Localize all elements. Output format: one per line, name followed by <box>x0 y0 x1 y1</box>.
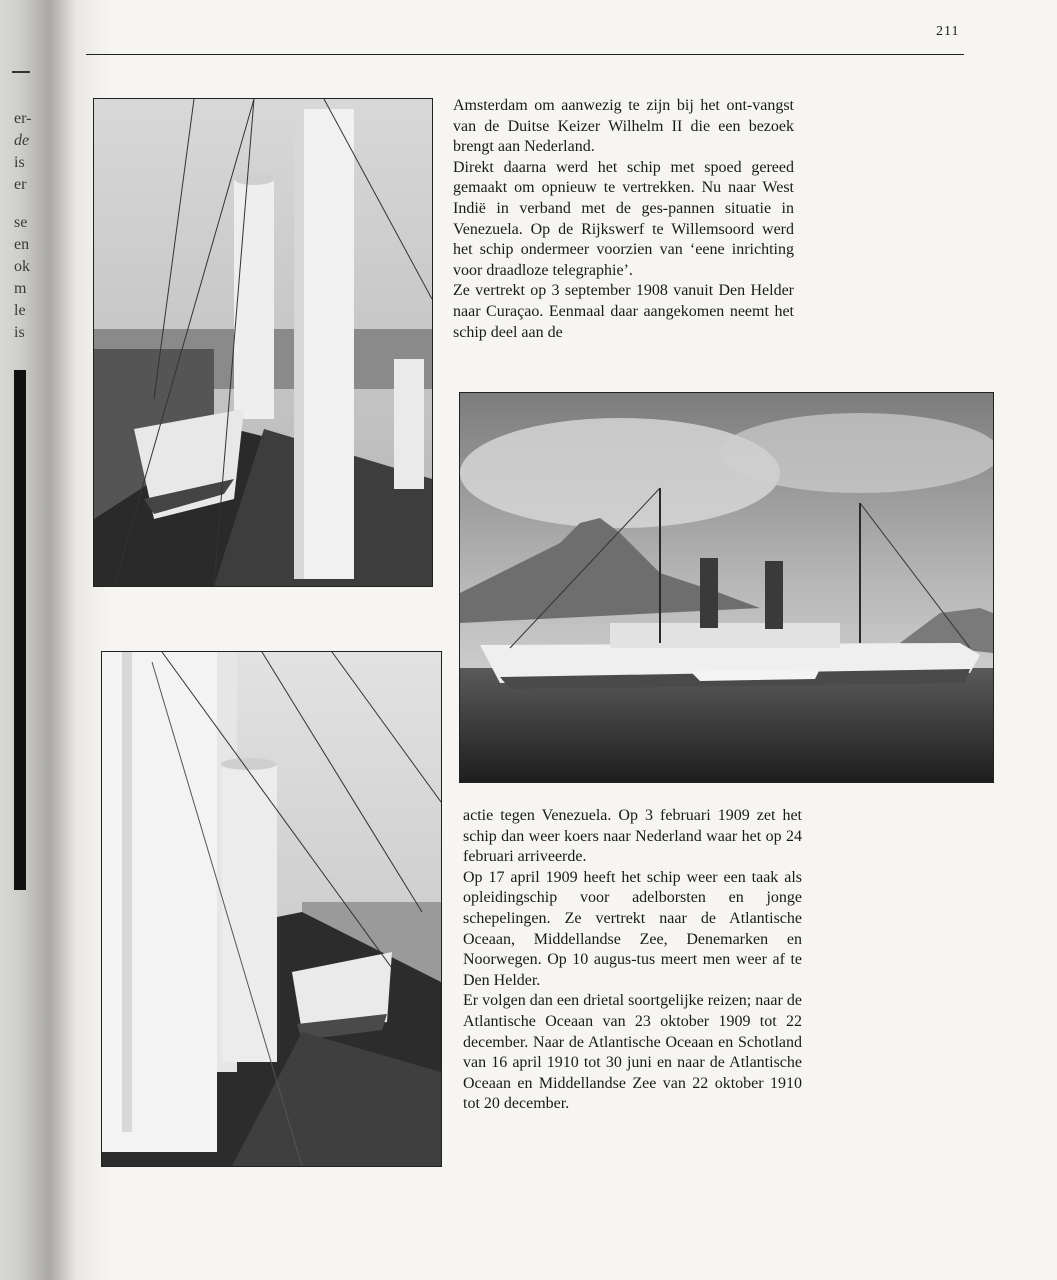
bleed-fragment: is <box>14 324 25 341</box>
bleed-fragment: m <box>14 280 27 297</box>
paragraph: Op 17 april 1909 heeft het schip weer een taak als opleidingschip voor adelborsten en jonge schepelingen. Ze vertrekt naar de Atlantische Oceaan, Middellandse Zee, Denemarken en Noorwegen. Op 10 augus-tus meert men weer af te Den Helder. <box>463 868 802 989</box>
facing-page-rule <box>12 71 30 73</box>
facing-page-photo-edge <box>14 370 26 890</box>
paragraph: Er volgen dan een drietal soortgelijke reizen; naar de Atlantische Oceaan van 23 oktober 1909 tot 22 december. Naar de Atlantische Oceaan en Schotland van 16 april 1910 tot 30 juni en naar de Atlantische Oceaan en Middellandse Zee van 22 oktober 1910 tot 20 december. <box>463 992 802 1113</box>
photo-ship-deck-lifeboat <box>101 651 442 1167</box>
cruiser-illustration <box>460 393 993 782</box>
bleed-fragment: de <box>14 132 30 149</box>
ship-deck-illustration <box>94 99 432 586</box>
bleed-fragment: er <box>14 176 27 193</box>
page-number: 211 <box>936 24 960 39</box>
bleed-fragment: ok <box>14 258 30 275</box>
bleed-fragment: er- <box>14 110 32 127</box>
bleed-fragment: is <box>14 154 25 171</box>
body-text-bottom <box>463 806 802 1115</box>
paragraph: actie tegen Venezuela. Op 3 februari 1909 zet het schip dan weer koers naar Nederland waar het op 24 februari arriveerde. <box>463 807 802 866</box>
photo-cruiser-in-harbour <box>459 392 994 783</box>
body-text-top <box>453 96 794 343</box>
bleed-fragment: en <box>14 236 30 253</box>
facing-page-text <box>14 108 44 344</box>
bleed-fragment: le <box>14 302 26 319</box>
paragraph: Direkt daarna werd het schip met spoed gereed gemaakt om opnieuw te vertrekken. Nu naar West Indië in verband met de ges-pannen situatie in Venezuela. Op de Rijkswerf te Willemsoord werd het schip ondermeer voorzien van ‘eene inrichting voor draadloze telegraphie’. <box>453 158 794 279</box>
paragraph: Amsterdam om aanwezig te zijn bij het ont-vangst van de Duitse Keizer Wilhelm II die een bezoek brengt aan Nederland. <box>453 97 794 156</box>
paragraph: Ze vertrekt op 3 september 1908 vanuit Den Helder naar Curaçao. Eenmaal daar aangekomen neemt het schip deel aan de <box>453 282 794 341</box>
ship-deck-illustration <box>102 652 441 1166</box>
header-rule <box>86 54 964 55</box>
photo-ship-deck-funnel <box>93 98 433 587</box>
bleed-fragment: se <box>14 214 28 231</box>
